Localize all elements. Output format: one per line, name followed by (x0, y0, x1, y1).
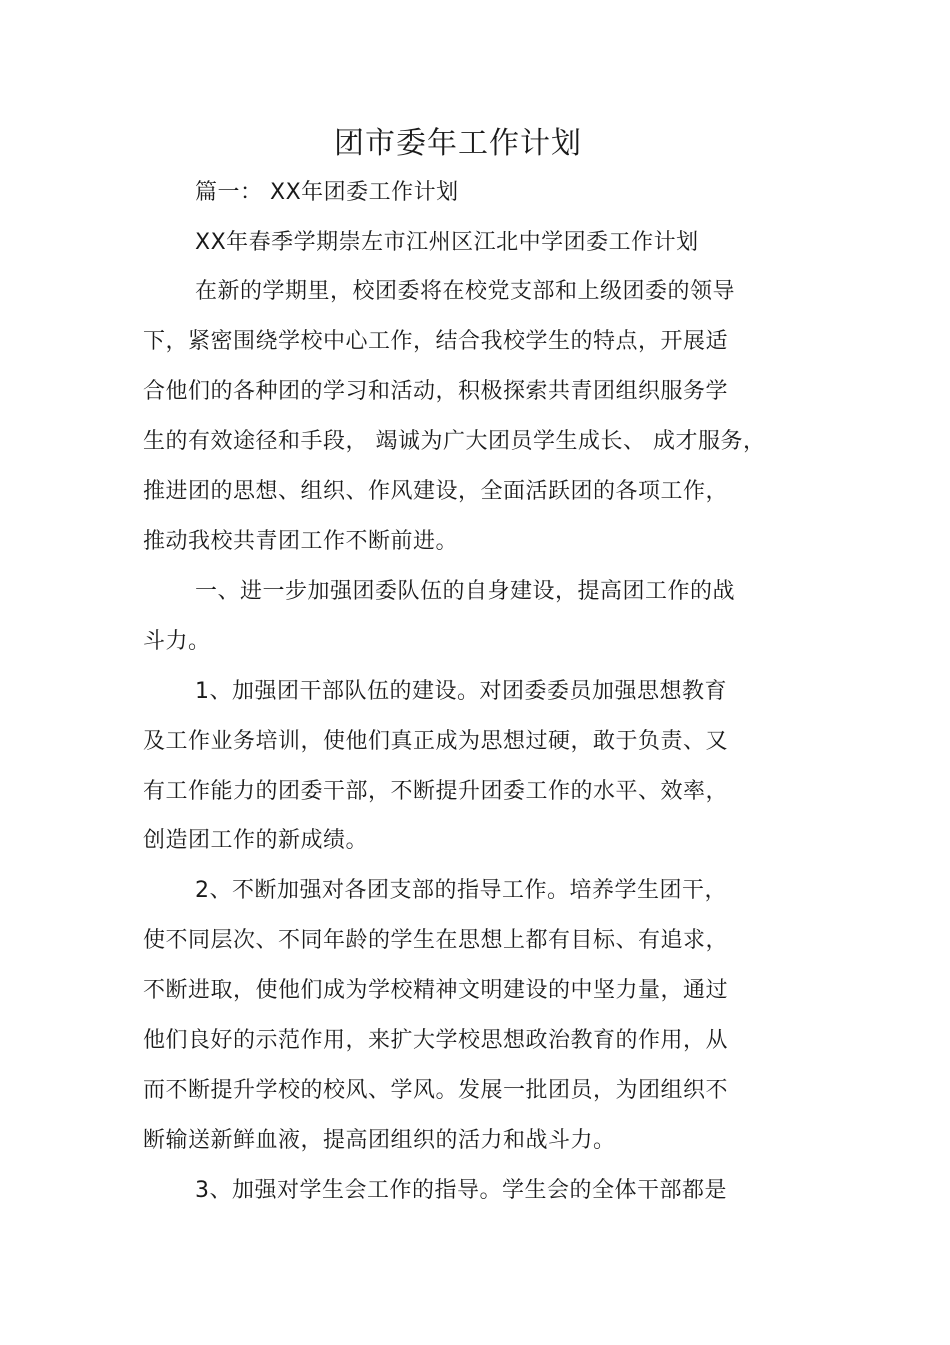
text-line: 有工作能力的团委干部，不断提升团委工作的水平、效率， (143, 779, 729, 804)
text-line: 他们良好的示范作用，来扩大学校思想政治教育的作用，从 (143, 1028, 729, 1053)
text-line: 下，紧密围绕学校中心工作，结合我校学生的特点，开展适 (143, 329, 729, 354)
text-line: 推动我校共青团工作不断前进。 (143, 529, 459, 554)
text-line: 1、加强团干部队伍的建设。对团委委员加强思想教育 (195, 679, 727, 704)
text-line: 创造团工作的新成绩。 (143, 828, 369, 853)
text-line: 不断进取，使他们成为学校精神文明建设的中坚力量，通过 (143, 978, 729, 1003)
text-line: 一、进一步加强团委队伍的自身建设，提高团工作的战 (195, 579, 736, 604)
text-line: 在新的学期里，校团委将在校党支部和上级团委的领导 (195, 279, 736, 304)
text-line: 断输送新鲜血液，提高团组织的活力和战斗力。 (143, 1128, 616, 1153)
text-line: XX年春季学期崇左市江州区江北中学团委工作计划 (195, 230, 699, 255)
text-line: 使不同层次、不同年龄的学生在思想上都有目标、有追求， (143, 928, 729, 953)
text-line: 生的有效途径和手段， 竭诚为广大团员学生成长、 成才服务， (143, 429, 766, 454)
text-line: 斗力。 (143, 629, 211, 654)
text-line: 3、加强对学生会工作的指导。学生会的全体干部都是 (195, 1178, 727, 1203)
text-line: 及工作业务培训，使他们真正成为思想过硬，敢于负责、又 (143, 729, 729, 754)
text-line: 2、不断加强对各团支部的指导工作。培养学生团干， (195, 878, 727, 903)
text-line: 而不断提升学校的校风、学风。发展一批团员，为团组织不 (143, 1078, 729, 1103)
text-line: 推进团的思想、组织、作风建设，全面活跃团的各项工作， (143, 479, 729, 504)
document-title: 团市委年工作计划 (334, 126, 582, 161)
text-line: 篇一： XX年团委工作计划 (195, 180, 459, 205)
text-line: 合他们的各种团的学习和活动，积极探索共青团组织服务学 (143, 379, 729, 404)
